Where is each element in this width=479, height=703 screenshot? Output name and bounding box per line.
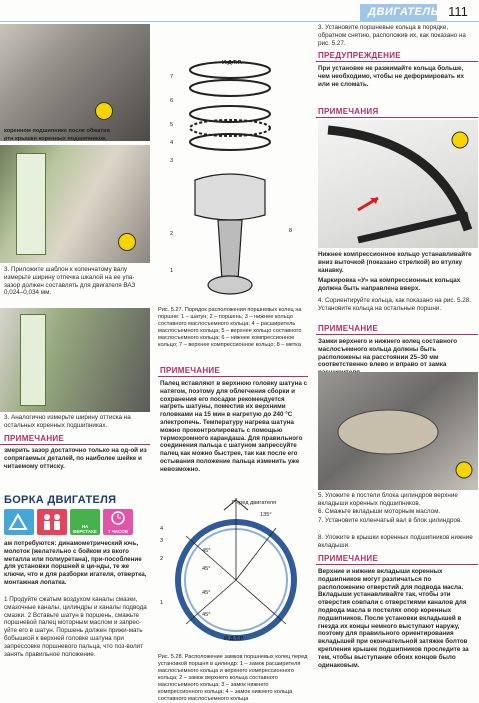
note2-text: Замки верхнего и нижнего колец составного маслосъемного кольца должны быть расположены на расстоянии 25–30 мм соответственно влево и вправо от замка (318, 338, 458, 369)
piston (195, 174, 265, 294)
note1-text2: Маркировка «У» на компрессионных кольцах должна быть направлена вверх. (318, 277, 461, 292)
step6-text: 6. Смажьте вкладыши моторным маслом. (318, 508, 441, 515)
fig28-caption: Рис. 5.28. Расположение замков поршневых колец перед установкой поршня в цилиндр: 1 – замок расширителя маслосъемного кольца и верхнего компрессионного кольца; 2 – замок верхнего кольца составного маслосъемного кольца; 3 – замок нижнего компрессионного кольца; 4 – замок нижнего кольца составного маслосъемного кольца (158, 654, 308, 702)
header-divider (0, 21, 479, 22)
step-measure-text: 3. Приложите шаблон к коленчатому валу измерьте ширину отпечка шкалой на ее упа-зазор должен составлять для двигателя ВАЗ 0,024–0,034 мм. (4, 266, 136, 297)
page-number: 111 (448, 4, 468, 19)
warning-text: При установке не разжимайте кольца больше, чем необходимо, чтобы не деформировать их или не сломать. (318, 65, 464, 88)
clock-icon: 7 ЧАСОВ (103, 509, 133, 535)
figure-5-28 (158, 498, 308, 653)
photo1-caption2: ртн крышки коренных подшипников. (4, 136, 108, 142)
mid-note-title: ПРИМЕЧАНИЕ (160, 366, 221, 375)
fig27-caption: Рис. 5.27. Порядок расположения поршневых колец на поршне: 1 – шатун; 2 – поршень; 3 – нижнее кольцо составного маслосъемного кольца; 4 – расширитель маслосъемного кольца; 5 – верхнее кольцо составного маслосъемного кольца; 6 – нижнее компрессионное кольцо; 7 – верхнее компрессионное кольцо; 8 – метка (158, 307, 302, 348)
warning-line (316, 61, 478, 62)
step4-text: 4. Сориентируйте кольца, как показано на рис. 5.28. Установите кольца на остальные поршни. (318, 297, 472, 312)
note2-line (316, 334, 478, 335)
photo-plastigage (0, 145, 150, 263)
left-note-text: змерить зазор достаточно только на од-ой из сопрягаемых деталей, по наиболее шейке и читаемому оттиску. (4, 447, 147, 470)
fig27-label-2: 2 (170, 231, 174, 237)
mid-note-line (158, 376, 308, 377)
fig27-label-4: 4 (170, 140, 174, 146)
step8-text: 8. Уложите в крышки коренных подшипников нижние вкладыши. (318, 534, 473, 549)
note3-text: Верхние и нижние вкладыши коренных подшипников могут различаться по расположению отверстий для подвода масла. Вкладыши устанавливайте так, чтобы эти отверстия совпали с отверстиями каналов для подвода масла в постелях опор коренных подшипников. После установки вкладышей в гнезда их концы немного выступают наружу, поэтому для правильного ориентирования вкладышей при окончательной затяжке болтов крепления крышек подшипников проследите за тем, чтобы выступание обоих концов было одинаковым. (318, 568, 469, 669)
photo-ring-groove (318, 120, 478, 248)
figure-5-27 (160, 30, 305, 302)
note3-title: ПРИМЕЧАНИЕ (318, 554, 379, 563)
fig28-angle-b: 45° (202, 566, 211, 572)
tools-text: ам потребуются: динамометрический ючь, молоток (желательно с бойком из вкого металла или полиуретана), при-пособление для установки поршней в ци-нды, те же ключи, что и для разборки игателя, отвертка, монтажная лопатка. (4, 540, 147, 586)
section-title: БОРКА ДВИГАТЕЛЯ (4, 494, 117, 506)
photo-bearing-2 (0, 308, 150, 412)
fig28-mark: И.Д.Т.Р. (224, 636, 244, 642)
assembly-steps-text: 1 Продуйте сжатым воздухом каналы смазки, смазочные каналы, цилиндры и каналы подвода смазки. 2 Вставьте шатун в поршень, смажьте поршневой палец моторным маслом и запрес-уйте его в шатун. Поршень должен прижи-мать бобышкой к верхней головке шатуна при запрессовке поршневого пальца, что поз-волит занять правильное положение. (4, 596, 147, 658)
note1-line (316, 117, 478, 118)
step-repeat-text: 3. Аналогично измерьте ширину оттиска на остальных коренных подшипниках. (4, 414, 131, 429)
fig28-label-4: 4 (160, 526, 164, 532)
tools-icon (4, 509, 34, 535)
left-note-title: ПРИМЕЧАНИЕ (4, 434, 65, 443)
fig27-label-7: 7 (170, 74, 174, 80)
note2-title: ПРИМЕЧАНИЕ (318, 324, 379, 333)
step7-text: 7. Установите коленчатый вал в блок цилиндров. (318, 517, 463, 524)
fig27-label-1: 1 (170, 268, 174, 274)
step3-text: 3. Установите поршневые кольца в порядке, обратном снятию, расположив их, как показано на рис. 5.27. (318, 24, 466, 47)
fig28-angle-a: 45° (202, 548, 211, 554)
header-title: ДВИГАТЕЛЬ (368, 6, 439, 18)
note1-title: ПРИМЕЧАНИЯ (318, 107, 379, 116)
fig27-label-6: 6 (170, 98, 174, 104)
icon-row (4, 509, 133, 535)
warning-title: ПРЕДУПРЕЖДЕНИЕ (318, 51, 401, 60)
piston-rings (190, 62, 270, 150)
note1-text: Нижнее компрессионное кольцо устанавливайте вниз выточкой (показано стрелкой) во втулку канавку. (318, 251, 472, 274)
fig27-label-5: 5 (170, 122, 174, 128)
fig28-label-1: 1 (160, 600, 164, 606)
left-note-line (0, 444, 150, 445)
photo1-caption: коренном подшипнике после обжатия (4, 128, 110, 134)
fig28-angle-135: 135° (260, 512, 272, 518)
workbench-icon: НА ВЕРСТАКЕ (70, 509, 100, 535)
fig28-front-label: Перед двигателя (232, 500, 277, 506)
step5-text: 5. Уложите в постели блока цилиндров верхние вкладыши коренных подшипников. (318, 492, 458, 507)
fig27-label-3: 3 (170, 158, 174, 164)
photo-bearing-1 (0, 24, 150, 141)
fig28-angle-d: 45° (202, 612, 211, 618)
fig27-label-8: 8 (289, 228, 293, 234)
note3-line (316, 564, 478, 565)
fig27-mark: И.Д.Т.Р. (222, 60, 242, 66)
fig28-angle-c: 45° (202, 590, 211, 596)
people-icon (37, 509, 67, 535)
mid-note-text: Палец вставляют в верхнюю головку шатуна с натягом, поэтому для облегчения сборки и сохранения его посадки рекомендуется нагреть шатуны, поместив их верхними головками на 15 мин в нагретую до 240 °С электропечь. Температуру нагрева шатуна можно проконтролировать с помощью термохромного карандаша. Для правильного соединения пальца с шатуном запрессуйте палец как можно быстрее, так как после его остывания положение пальца изменить уже невозможно. (160, 380, 308, 473)
photo-bearing-shells (318, 372, 478, 490)
fig28-label-3: 3 (160, 538, 164, 544)
fig28-label-2: 2 (160, 556, 164, 562)
